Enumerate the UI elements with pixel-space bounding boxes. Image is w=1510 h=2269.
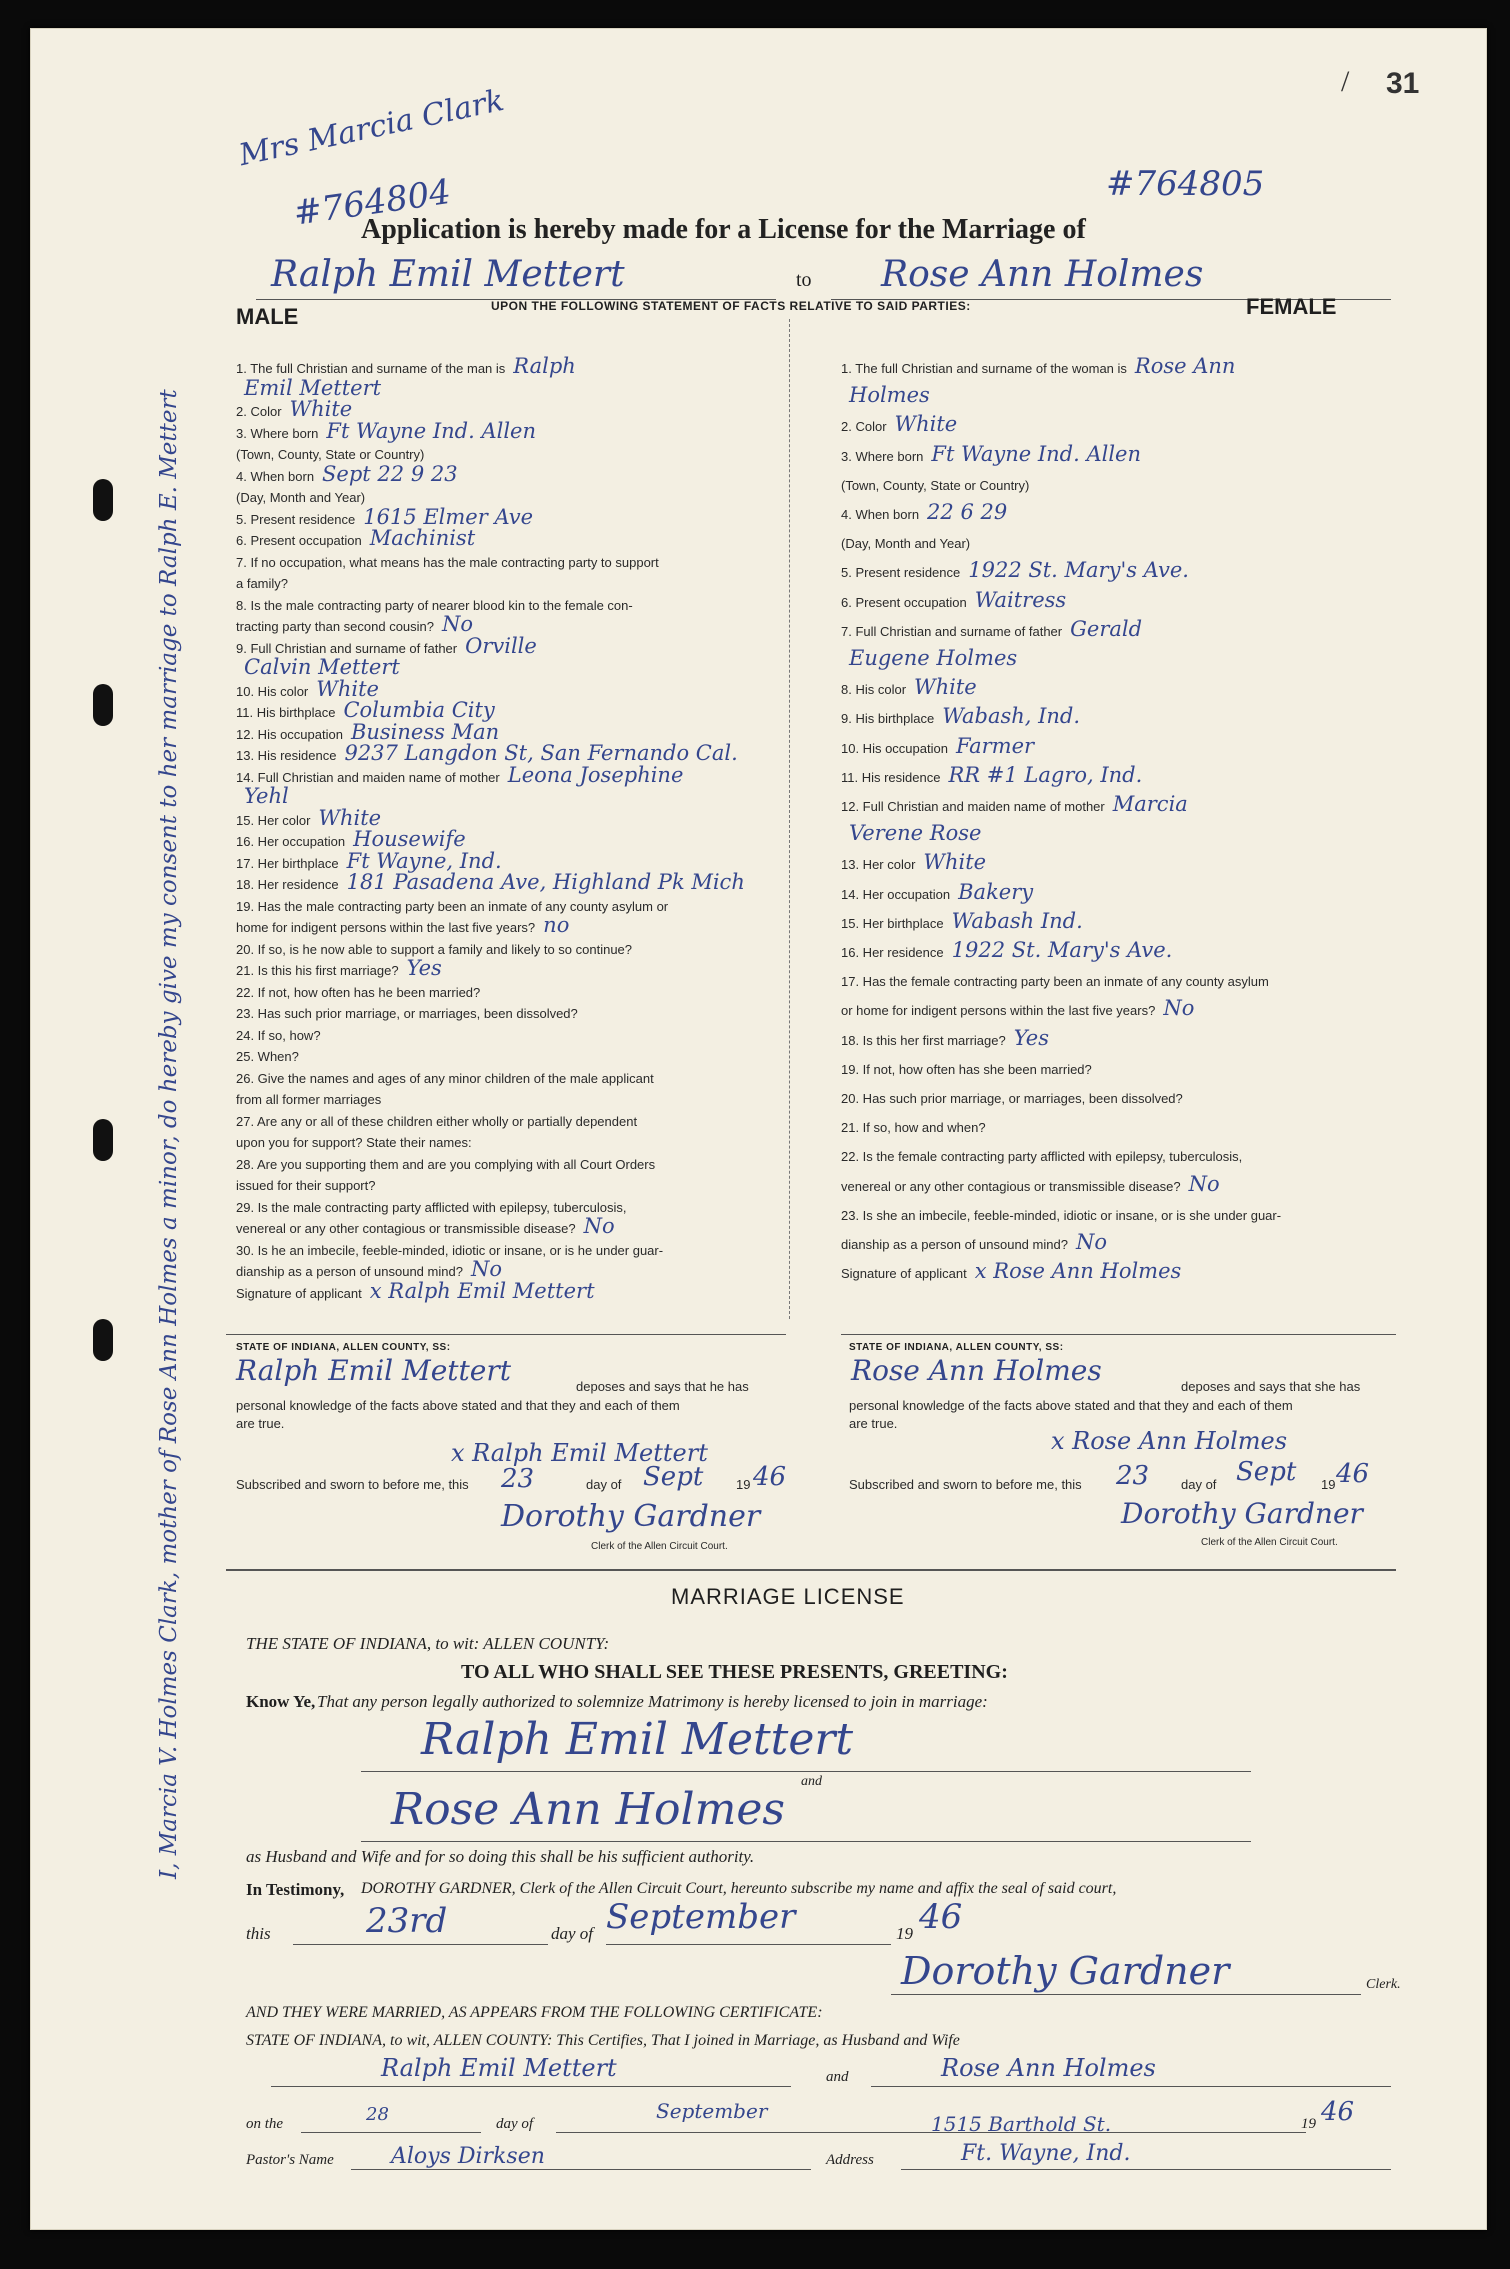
male-row [236, 548, 667, 572]
male-row [236, 1214, 615, 1238]
male-answer: 181 Pasadena Ave, Highland Pk Mich [346, 870, 745, 894]
affidavit-male-clerk-signature: Dorothy Gardner [501, 1499, 761, 1534]
male-label: issued for their support? [236, 1178, 376, 1193]
male-heading: MALE [236, 304, 299, 329]
male-row [236, 784, 289, 808]
license-number-female: #764805 [1106, 164, 1265, 204]
female-row [841, 646, 1017, 670]
binder-hole [93, 684, 113, 726]
male-row [236, 913, 569, 937]
female-label: 13. Her color [841, 857, 916, 873]
male-row [236, 1064, 662, 1088]
male-row [236, 1042, 307, 1066]
male-label: 17. Her birthplace [236, 855, 339, 871]
male-label: 16. Her occupation [236, 834, 346, 849]
affidavit-male-text: deposes and says that he has [576, 1379, 749, 1394]
female-row [841, 1026, 1049, 1050]
female-row [841, 1259, 1181, 1283]
page-mark: / [1341, 65, 1350, 98]
male-label: a family? [236, 576, 289, 591]
female-row [841, 704, 1080, 728]
male-label: 14. Full Christian and maiden name of mother [236, 769, 500, 785]
affidavit-male-year: 46 [753, 1462, 787, 1492]
affidavit-female-year-prefix: 19 [1321, 1477, 1336, 1492]
male-row [236, 849, 502, 873]
male-row [236, 655, 400, 679]
affidavit-female-clerk-signature: Dorothy Gardner [1121, 1497, 1363, 1530]
affidavit-male-clerk-label: Clerk of the Allen Circuit Court. [591, 1541, 728, 1552]
male-row [236, 505, 533, 529]
female-label: or home for indigent persons within the last five years? [841, 1003, 1156, 1019]
female-row [841, 617, 1142, 641]
license-and: and [801, 1774, 822, 1789]
female-label: 8. His color [841, 682, 907, 698]
male-answer: White [316, 676, 379, 701]
license-groom: Ralph Emil Mettert [421, 1714, 854, 1765]
license-day: 23rd [366, 1901, 448, 1941]
male-label: 22. If not, how often has he been married? [236, 984, 481, 1000]
female-row [841, 821, 981, 845]
female-answer: Farmer [955, 733, 1035, 758]
male-answer: Leona Josephine [507, 762, 684, 787]
female-answer: x Rose Ann Holmes [974, 1259, 1182, 1284]
affidavit-male-month: Sept [643, 1462, 704, 1492]
affidavit-female-name: Rose Ann Holmes [851, 1354, 1102, 1387]
male-label: dianship as a person of unsound mind? [236, 1264, 463, 1279]
female-row [841, 1230, 1107, 1254]
male-answer: Ft Wayne, Ind. [346, 848, 502, 873]
male-answer: Business Man [350, 719, 500, 744]
license-this: this [246, 1924, 271, 1943]
female-row [841, 1113, 994, 1137]
binder-hole [93, 1319, 113, 1361]
certificate-year: 46 [1321, 2097, 1355, 2127]
male-label: (Town, County, State or Country) [236, 447, 425, 462]
male-label: 11. His birthplace [236, 705, 336, 720]
female-answer: No [1163, 996, 1195, 1021]
certificate-on-the: on the [246, 2116, 284, 2132]
certificate-year-prefix: 19 [1301, 2116, 1316, 2132]
female-label: 19. If not, how often has she been married? [841, 1061, 1092, 1077]
female-row [841, 471, 1037, 495]
affidavit-male-text: personal knowledge of the facts above stated and that they and each of them [236, 1398, 680, 1413]
affidavit-female-text: deposes and says that she has [1181, 1379, 1361, 1394]
female-label: 3. Where born [841, 448, 924, 464]
male-answer: Yes [406, 956, 442, 980]
male-row [236, 440, 432, 464]
license-year-prefix: 19 [896, 1924, 913, 1943]
male-label: 24. If so, how? [236, 1027, 321, 1043]
male-row [236, 956, 442, 980]
male-label: 7. If no occupation, what means has the male contracting party to support [236, 554, 659, 570]
female-answer: Wabash, Ind. [942, 704, 1081, 729]
male-label: 21. Is this his first marriage? [236, 963, 399, 978]
female-label: 14. Her occupation [841, 886, 951, 902]
male-answer: Emil Mettert [244, 375, 382, 400]
bride-name: Rose Ann Holmes [881, 254, 1204, 295]
pastor-label: Pastor's Name [246, 2152, 334, 2168]
female-row [841, 996, 1194, 1020]
male-label: 20. If so, is he now able to support a family and likely to so continue? [236, 941, 633, 957]
affidavit-male-state: STATE OF INDIANA, ALLEN COUNTY, SS: [236, 1342, 451, 1353]
male-answer: x Ralph Emil Mettert [369, 1278, 595, 1303]
female-label: 17. Has the female contracting party been an inmate of any county asylum [841, 974, 1269, 990]
female-answer: 1922 St. Mary's Ave. [951, 938, 1173, 962]
certificate-bride: Rose Ann Holmes [941, 2054, 1156, 2082]
male-label: 30. Is he an imbecile, feeble-minded, idiotic or insane, or is he under guar- [236, 1242, 664, 1258]
male-label: 12. His occupation [236, 726, 343, 742]
female-row [841, 763, 1142, 787]
male-row [236, 612, 473, 636]
female-row [841, 1055, 1100, 1079]
male-row [236, 526, 475, 550]
affidavit-male-year-prefix: 19 [736, 1477, 751, 1492]
affidavit-female-sworn: Subscribed and sworn to before me, this [849, 1477, 1082, 1492]
female-row [841, 880, 1033, 904]
male-row [236, 978, 488, 1002]
male-row [236, 806, 381, 830]
female-answer: Rose Ann [1134, 354, 1236, 378]
female-label: 21. If so, how and when? [841, 1120, 986, 1136]
female-row [841, 734, 1034, 758]
male-label: 18. Her residence [236, 877, 339, 892]
male-label: upon you for support? State their names: [236, 1135, 472, 1150]
female-label: 5. Present residence [841, 565, 961, 581]
female-row [841, 354, 1235, 378]
certificate-month: September [656, 2099, 768, 2123]
license-greeting: TO ALL WHO SHALL SEE THESE PRESENTS, GREETING: [461, 1661, 1008, 1683]
male-label: 6. Present occupation [236, 533, 362, 548]
male-answer: Columbia City [343, 698, 495, 722]
male-row [236, 354, 576, 378]
male-answer: no [543, 913, 570, 937]
certificate-day: 28 [366, 2104, 389, 2125]
female-label: (Day, Month and Year) [841, 536, 971, 552]
female-row [841, 442, 1141, 466]
male-label: 25. When? [236, 1049, 299, 1064]
certificate-groom: Ralph Emil Mettert [381, 2054, 617, 2082]
address-line1: 1515 Barthold St. [931, 2112, 1112, 2136]
male-answer: Yehl [244, 784, 289, 808]
female-label: 4. When born [841, 507, 920, 522]
female-label: 22. Is the female contracting party afflicted with epilepsy, tuberculosis, [841, 1149, 1243, 1165]
address-label: Address [826, 2152, 874, 2168]
affidavit-female-day: 23 [1116, 1461, 1150, 1491]
groom-name: Ralph Emil Mettert [271, 254, 625, 295]
female-answer: White [923, 850, 987, 875]
female-row [841, 909, 1083, 933]
female-label: venereal or any other contagious or transmissible disease? [841, 1178, 1181, 1194]
female-row [841, 383, 930, 407]
female-row [841, 1201, 1289, 1225]
male-row [236, 870, 745, 894]
male-row [236, 999, 586, 1023]
female-answer: Wabash Ind. [951, 908, 1083, 933]
female-label: 6. Present occupation [841, 594, 967, 610]
male-row [236, 1128, 480, 1152]
male-answer: Machinist [369, 526, 476, 550]
statement-heading: UPON THE FOLLOWING STATEMENT OF FACTS RELATIVE TO SAID PARTIES: [491, 299, 971, 313]
margin-consent-note: I, Marcia V. Holmes Clark, mother of Rose Ann Holmes a minor, do hereby give my consent to her marriage to Ralph E. Mettert [156, 389, 182, 1879]
male-row [236, 698, 495, 722]
license-state-line: THE STATE OF INDIANA, to wit: ALLEN COUNTY: [246, 1634, 610, 1653]
male-answer: No [442, 612, 474, 636]
male-label: 23. Has such prior marriage, or marriages, been dissolved? [236, 1006, 578, 1021]
female-row [841, 412, 957, 436]
license-year: 46 [919, 1897, 963, 1937]
female-answer: Holmes [849, 383, 930, 408]
male-row [236, 634, 537, 658]
male-row [236, 1236, 671, 1260]
male-label: 4. When born [236, 468, 315, 484]
female-answer: No [1188, 1171, 1220, 1196]
male-label: from all former marriages [236, 1092, 382, 1107]
female-label: 18. Is this her first marriage? [841, 1032, 1006, 1048]
pastor-name: Aloys Dirksen [391, 2144, 545, 2169]
affidavit-male-sworn: Subscribed and sworn to before me, this [236, 1477, 469, 1492]
male-answer: No [583, 1214, 615, 1238]
male-row [236, 1107, 645, 1131]
male-label: 3. Where born [236, 425, 319, 441]
female-label: 23. Is she an imbecile, feeble-minded, idiotic or insane, or is she under guar- [841, 1207, 1282, 1223]
female-label: 11. His residence [841, 769, 941, 785]
male-row [236, 763, 683, 787]
female-label: 1. The full Christian and surname of the woman is [841, 361, 1127, 376]
male-row [236, 1171, 383, 1195]
female-row [841, 938, 1172, 962]
male-label: 29. Is the male contracting party afflicted with epilepsy, tuberculosis, [236, 1199, 627, 1215]
male-row [236, 892, 676, 916]
female-answer: White [914, 675, 977, 700]
male-row [236, 1193, 634, 1217]
male-label: home for indigent persons within the last five years? [236, 920, 536, 935]
male-label: 27. Are any or all of these children either wholly or partially dependent [236, 1113, 638, 1129]
female-row [841, 675, 977, 699]
male-label: 26. Give the names and ages of any minor children of the male applicant [236, 1070, 654, 1086]
male-row [236, 1021, 329, 1045]
female-row [841, 967, 1277, 991]
affidavit-female-clerk-label: Clerk of the Allen Circuit Court. [1201, 1537, 1338, 1548]
affidavit-male-day: 23 [501, 1464, 535, 1494]
affidavit-female-text: are true. [849, 1416, 898, 1431]
affidavit-female-signature: x Rose Ann Holmes [1051, 1427, 1288, 1455]
male-label: Signature of applicant [236, 1285, 362, 1301]
female-label: 12. Full Christian and maiden name of mother [841, 799, 1105, 814]
male-row [236, 1279, 595, 1303]
license-page [30, 28, 1487, 2230]
female-row [841, 558, 1189, 582]
male-row [236, 827, 466, 851]
female-answer: No [1075, 1230, 1107, 1254]
male-label: 10. His color [236, 683, 309, 699]
female-label: 7. Full Christian and surname of father [841, 623, 1063, 639]
female-row [841, 792, 1188, 816]
license-hw-line: as Husband and Wife and for so doing this shall be his sufficient authority. [246, 1847, 755, 1866]
affidavit-female-state: STATE OF INDIANA, ALLEN COUNTY, SS: [849, 1342, 1064, 1353]
male-row [236, 677, 379, 701]
female-row [841, 850, 986, 874]
male-row [236, 462, 458, 486]
male-row [236, 591, 641, 615]
female-answer: 22 6 29 [927, 500, 1008, 524]
male-answer: 1615 Elmer Ave [363, 504, 534, 529]
male-label: 19. Has the male contracting party been an inmate of any county asylum or [236, 898, 669, 914]
female-heading: FEMALE [1246, 294, 1337, 319]
affidavit-male-name: Ralph Emil Mettert [236, 1354, 511, 1387]
female-answer: Waitress [974, 587, 1067, 612]
page-title: Application is hereby made for a License for the Marriage of [361, 214, 1086, 245]
male-row [236, 1150, 663, 1174]
affidavit-female-year: 46 [1336, 1459, 1370, 1489]
female-answer: White [894, 412, 958, 437]
male-label: 8. Is the male contracting party of nearer blood kin to the female con- [236, 597, 633, 613]
male-answer: White [289, 397, 353, 421]
female-row [841, 529, 978, 553]
male-answer: No [470, 1257, 502, 1281]
license-month: September [606, 1897, 796, 1937]
male-row [236, 397, 352, 421]
male-row [236, 741, 738, 765]
license-number-male: #764804 [291, 171, 454, 234]
male-answer: Ralph [513, 354, 576, 378]
male-answer: Ft Wayne Ind. Allen [326, 418, 536, 443]
male-label: venereal or any other contagious or transmissible disease? [236, 1221, 576, 1236]
testimony-text: DOROTHY GARDNER, Clerk of the Allen Circuit Court, hereunto subscribe my name and affix the seal of said court, [361, 1880, 1117, 1897]
female-answer: Bakery [958, 879, 1034, 904]
header-note: Mrs Marcia Clark [236, 82, 508, 174]
male-row [236, 1257, 502, 1281]
male-label: 2. Color [236, 404, 282, 419]
certificate-line2: STATE OF INDIANA, to wit, ALLEN COUNTY: This Certifies, That I joined in Marriage, as Husband and Wife [246, 2032, 960, 2049]
male-label: (Day, Month and Year) [236, 490, 366, 505]
affidavit-female-text: personal knowledge of the facts above stated and that they and each of them [849, 1398, 1293, 1413]
affidavit-male-day-of: day of [586, 1477, 622, 1492]
male-label: 5. Present residence [236, 511, 356, 527]
female-row [841, 1172, 1220, 1196]
male-row [236, 419, 536, 443]
male-row [236, 720, 499, 744]
male-label: 28. Are you supporting them and are you complying with all Court Orders [236, 1156, 656, 1172]
female-answer: Marcia [1112, 792, 1188, 816]
female-answer: Eugene Holmes [849, 646, 1018, 670]
female-label: dianship as a person of unsound mind? [841, 1237, 1068, 1252]
binder-hole [93, 479, 113, 521]
certificate-line1: AND THEY WERE MARRIED, AS APPEARS FROM THE FOLLOWING CERTIFICATE: [246, 2004, 823, 2021]
female-answer: Gerald [1070, 616, 1143, 641]
male-label: 9. Full Christian and surname of father [236, 640, 458, 656]
male-row [236, 935, 640, 959]
certificate-and: and [826, 2069, 849, 2085]
female-label: 9. His birthplace [841, 711, 935, 727]
know-ye: Know Ye, [246, 1692, 316, 1711]
affidavit-male-text: are true. [236, 1416, 285, 1431]
address-line2: Ft. Wayne, Ind. [961, 2141, 1131, 2166]
female-row [841, 500, 1007, 524]
know-ye-text: That any person legally authorized to solemnize Matrimony is hereby licensed to join in marriage: [317, 1692, 988, 1711]
license-heading: MARRIAGE LICENSE [671, 1584, 905, 1609]
affidavit-female-month: Sept [1236, 1457, 1297, 1487]
affidavit-female-day-of: day of [1181, 1477, 1217, 1492]
female-answer: RR #1 Lagro, Ind. [948, 762, 1143, 787]
license-bride: Rose Ann Holmes [391, 1784, 785, 1835]
in-testimony: In Testimony, [246, 1880, 345, 1899]
affidavit-male-signature: x Ralph Emil Mettert [451, 1439, 708, 1467]
male-label: 15. Her color [236, 812, 311, 828]
female-row [841, 588, 1066, 612]
female-row [841, 1084, 1191, 1108]
male-row [236, 483, 373, 507]
male-answer: 9237 Langdon St, San Fernando Cal. [344, 741, 738, 765]
male-label: 13. His residence [236, 748, 337, 763]
certificate-day-of: day of [496, 2116, 534, 2132]
female-label: 10. His occupation [841, 740, 948, 756]
binder-hole [93, 1119, 113, 1161]
female-answer: Verene Rose [849, 821, 982, 846]
to-word: to [796, 269, 812, 291]
column-divider [789, 319, 790, 1319]
license-clerk-signature: Dorothy Gardner [901, 1949, 1230, 1993]
male-answer: Sept 22 9 23 [322, 461, 458, 486]
license-clerk-word: Clerk. [1366, 1977, 1401, 1992]
female-answer: Yes [1013, 1025, 1049, 1050]
female-answer: Ft Wayne Ind. Allen [931, 441, 1141, 466]
male-answer: Housewife [353, 827, 466, 851]
male-row [236, 1085, 389, 1109]
female-answer: 1922 St. Mary's Ave. [968, 558, 1189, 583]
female-label: Signature of applicant [841, 1266, 967, 1282]
male-answer: Calvin Mettert [244, 655, 400, 679]
male-answer: White [318, 805, 382, 830]
page-number: 31 [1386, 67, 1420, 100]
female-label: (Town, County, State or Country) [841, 477, 1030, 493]
male-row [236, 569, 296, 593]
male-answer: Orville [465, 633, 537, 658]
female-row [841, 1142, 1250, 1166]
female-label: 15. Her birthplace [841, 915, 944, 931]
male-row [236, 376, 381, 400]
female-label: 2. Color [841, 419, 887, 435]
female-label: 20. Has such prior marriage, or marriages, been dissolved? [841, 1091, 1183, 1106]
male-label: 1. The full Christian and surname of the man is [236, 361, 506, 376]
female-label: 16. Her residence [841, 945, 944, 960]
male-label: tracting party than second cousin? [236, 619, 435, 634]
license-day-of: day of [551, 1924, 594, 1943]
